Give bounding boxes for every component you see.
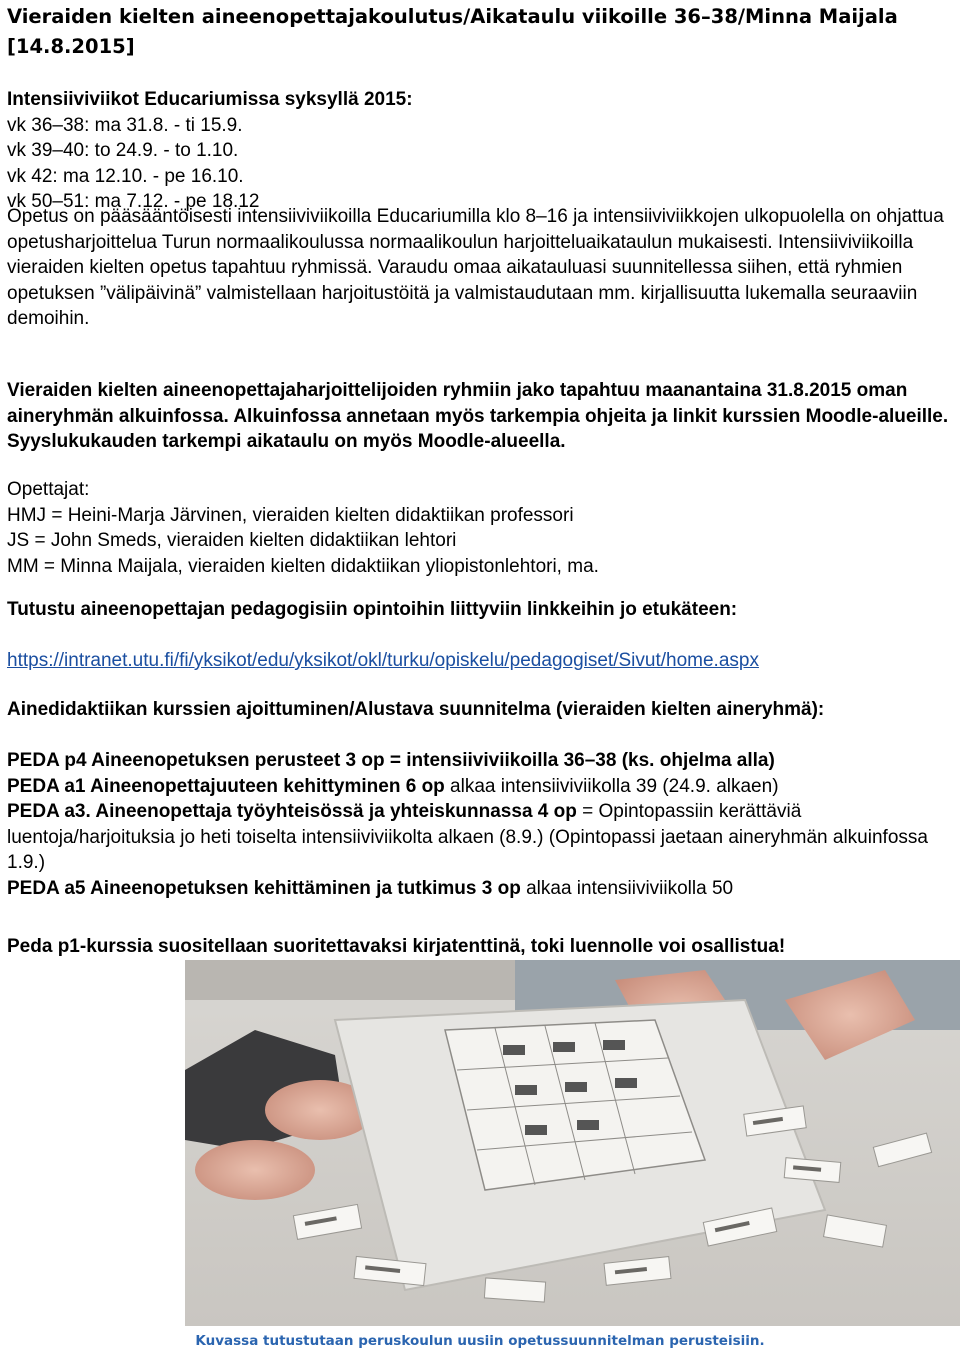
intensive-weeks-heading: Intensiiviviikot Educariumissa syksyllä 2015: <box>7 89 413 110</box>
course-peda-p4: PEDA p4 Aineenopetuksen perusteet 3 op = intensiiviviikoilla 36–38 (ks. ohjelma alla) <box>7 750 775 771</box>
courses-heading: Ainedidaktiikan kurssien ajoittuminen/Alustava suunnitelma (vieraiden kielten aineryhmä): <box>7 699 825 720</box>
document-title <box>7 2 952 62</box>
course-peda-a3 <box>7 799 957 876</box>
title-line-2: [14.8.2015] <box>7 35 135 58</box>
grouping-paragraph <box>7 378 957 455</box>
teaching-intro-paragraph <box>7 204 957 332</box>
course-peda-a3-details: = Opintopassiin kerättäviä luentoja/harjoituksia jo heti toiselta intensiiviviikolta alkaen (8.9.) (Opintopassi jaetaan aineryhmän alkuinfossa 1.9.) <box>7 801 928 873</box>
courses-list <box>7 748 957 901</box>
course-peda-a1 <box>7 774 957 800</box>
week-range-2: vk 39–40: to 24.9. - to 1.10. <box>7 140 239 161</box>
grouping-text: Vieraiden kielten aineenopettajaharjoittelijoiden ryhmiin jako tapahtuu maanantaina 31.8.2015 oman aineryhmän alkuinfossa. Alkuinfossa annetaan myös tarkempia ohjeita ja linkit kurssien Moodle-alueille. Syyslukukauden tarkempi aikataulu on myös Moodle-alueella. <box>7 380 949 452</box>
intensive-weeks-section <box>7 87 957 215</box>
workshop-photo <box>185 960 960 1326</box>
course-peda-a1-details: alkaa intensiiviviikolla 39 (24.9. alkaen) <box>444 775 779 797</box>
teachers-heading: Opettajat: <box>7 479 90 500</box>
week-range-4: vk 50–51: ma 7.12. - pe 18.12 <box>7 191 260 212</box>
links-heading: Tutustu aineenopettajan pedagogisiin opintoihin liittyviin linkkeihin jo etukäteen: <box>7 599 738 620</box>
course-peda-a1-title: PEDA a1 Aineenopettajuuteen kehittyminen 6 op <box>7 775 445 797</box>
recommendation-note: Peda p1-kurssia suositellaan suoritettavaksi kirjatenttinä, toki luennolle voi osallistua! <box>7 936 786 957</box>
course-peda-a3-title: PEDA a3. Aineenopettaja työyhteisössä ja yhteiskunnassa 4 op <box>7 801 577 822</box>
intranet-link[interactable]: https://intranet.utu.fi/fi/yksikot/edu/yksikot/okl/turku/opiskelu/pedagogiset/Sivut/home.aspx <box>7 650 759 671</box>
teacher-hmj: HMJ = Heini-Marja Järvinen, vieraiden kielten didaktiikan professori <box>7 504 574 526</box>
teachers-section <box>7 477 957 579</box>
course-peda-a5 <box>7 876 957 902</box>
course-peda-a5-title: PEDA a5 Aineenopetuksen kehittäminen ja tutkimus 3 op <box>7 877 521 899</box>
week-range-1: vk 36–38: ma 31.8. - ti 15.9. <box>7 114 243 136</box>
photo-caption: Kuvassa tutustutaan peruskoulun uusiin opetussuunnitelman perusteisiin. <box>195 1333 765 1349</box>
course-peda-a5-details: alkaa intensiiviviikolla 50 <box>520 877 734 899</box>
intro-text: Opetus on pääsääntöisesti intensiiviviikoilla Educariumilla klo 8–16 ja intensiiviviikkojen ulkopuolella on ohjattua opetusharjoittelua Turun normaalikoulussa normaalikoulun harjoitteluaikataulun mukaisesti. Intensiiviviikoilla vieraiden kielten opetus tapahtuu ryhmissä. Varaudu omaa aikatauluasi suunnitellessa siihen, että ryhmien opetuksen ”välipäivinä” valmistellaan harjoitustöitä ja valmistaudutaan mm. kirjallisuutta lukemalla seuraaviin demoihin. <box>7 206 944 329</box>
workshop-photo-image <box>185 960 960 1326</box>
week-range-3: vk 42: ma 12.10. - pe 16.10. <box>7 165 244 187</box>
teacher-mm: MM = Minna Maijala, vieraiden kielten didaktiikan yliopistonlehtori, ma. <box>7 555 599 577</box>
title-line-1: Vieraiden kielten aineenopettajakoulutus/Aikataulu viikoille 36–38/Minna Maijala <box>7 5 898 28</box>
teacher-js: JS = John Smeds, vieraiden kielten didaktiikan lehtori <box>7 530 457 551</box>
